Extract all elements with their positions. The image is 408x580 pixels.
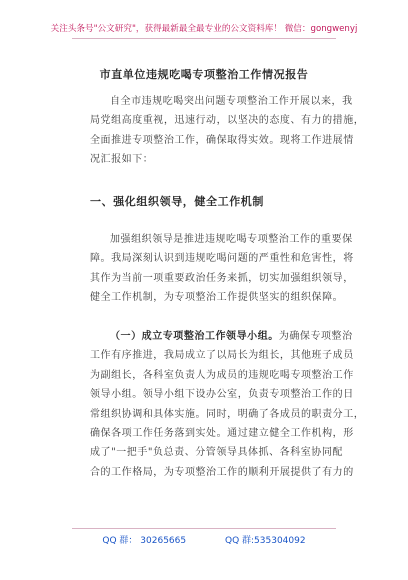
sub1-paragraph [90,327,365,482]
section1-line: 加强组织领导是推进违规吃喝专项整治工作的重要保 [110,234,353,245]
section1-line: 障。我局深刻认识到违规吃喝问题的严重性和危害性，将 [90,253,354,265]
section-heading: 一、强化组织领导，健全工作机制 [90,195,264,208]
intro-line: 全面推进专项整治工作，确保取得实效。现将工作进展情 [90,134,354,146]
sub-heading: （一）成立专项整治工作领导小组。 [110,331,279,342]
intro-line: 自全市违规吃喝突出问题专项整治工作开展以来，我 [110,96,353,107]
footer-qq-group-2: QQ 群:535304092 [224,536,306,546]
section1-line: 健全工作机制，为专项整治工作提供坚实的组织保障。 [90,292,344,304]
sub1-first-rest: 为确保专项整治 [278,331,353,342]
document-title: 市直单位违规吃喝专项整治工作情况报告 [99,68,309,81]
intro-paragraph [90,92,365,170]
intro-line: 局党组高度重视，迅速行动，以坚决的态度、有力的措施， [90,115,365,127]
footer-divider [72,528,336,529]
sub1-line: 领导小组。领导小组下设办公室，负责专项整治工作的日 [90,389,354,401]
intro-line: 况汇报如下： [90,154,154,166]
header-notice: 关注头条号"公文研究"，获得最新最全最专业的公文资料库！ 微信：gongwenyj [50,24,358,34]
sub1-line: 确保各项工作任务落到实处。通过建立健全工作机构，形 [90,428,354,440]
section1-paragraph [90,230,354,308]
footer-qq-group-1: QQ 群： 30265665 [102,536,187,546]
sub1-line: 常组织协调和具体实施。同时，明确了各成员的职责分工， [90,408,365,420]
sub1-line: 合的工作格局，为专项整治工作的顺利开展提供了有力的 [90,466,354,478]
header-divider [72,38,336,39]
footer-contact [0,533,408,546]
sub1-line: 为副组长，各科室负责人为成员的违规吃喝专项整治工作 [90,369,354,381]
sub1-first-line [90,327,353,346]
sub1-line: 工作有序推进，我局成立了以局长为组长，其他班子成员 [90,350,354,362]
sub1-line: 成了"一把手"负总责、分管领导具体抓、各科室协同配 [90,447,343,459]
section1-line: 其作为当前一项重要政治任务来抓，切实加强组织领导， [90,272,354,284]
